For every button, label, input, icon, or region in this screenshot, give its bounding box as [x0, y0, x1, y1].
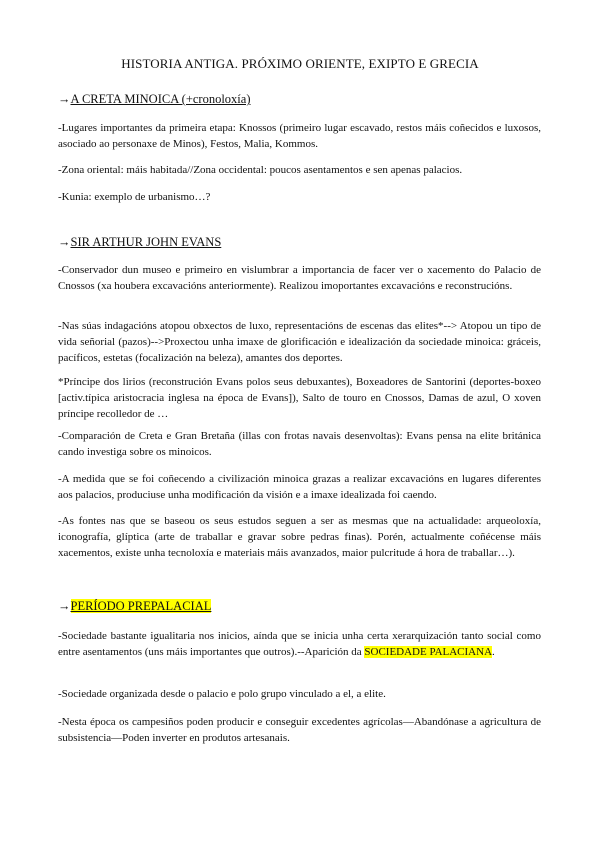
arrow-icon: → — [58, 92, 71, 106]
paragraph-text: -Sociedade bastante igualitaria nos inicios, aínda que se inicia unha certa xerarquización tanto social como entre asentamentos (uns máis importantes que outros).--Aparición da — [58, 630, 541, 658]
section-heading-text: SIR ARTHUR JOHN EVANS — [70, 235, 222, 249]
arrow-icon: → — [58, 235, 71, 249]
section-heading-prepalacial — [58, 599, 211, 614]
section-heading-text: PERÍODO PREPALACIAL — [70, 599, 212, 613]
paragraph: -Sociedade organizada desde o palacio e polo grupo vinculado a el, a elite. — [58, 688, 386, 700]
paragraph: *Príncipe dos lirios (reconstrución Evans polos seus debuxantes), Boxeadores de Santorini (deportes-boxeo [activ.típica aristocracia inglesa na época de Evans]), Salto de touro en Cnossos, Damas de azul, O xoven príncipe recolledor de … — [58, 376, 541, 420]
paragraph: -Zona oriental: máis habitada//Zona occidental: poucos asentamentos e sen apenas palacios. — [58, 164, 463, 176]
highlighted-term: SOCIEDADE PALACIANA — [364, 646, 493, 658]
paragraph: -Comparación de Creta e Gran Bretaña (illas con frotas navais desenvoltas): Evans pensa na elite británica cando investiga sobre os minoicos. — [58, 430, 541, 458]
arrow-icon: → — [58, 599, 71, 613]
paragraph: -As fontes nas que se baseou os seus estudos seguen a ser as mesmas que na actualidade: arqueoloxía, iconografía, glíptica (arte de traballar e gravar sobre pedras finas). Porén, actualmente coñécense máis xacementos, existe unha tecnoloxía e materiais máis avanzados, maior pulcritude á hora de traballar…). — [58, 515, 541, 559]
section-heading-text: A CRETA MINOICA (+cronoloxía) — [70, 92, 251, 106]
paragraph-text: . — [492, 646, 495, 658]
paragraph: -Nas súas indagacións atopou obxectos de luxo, representacións de escenas das elites*--> Atopou un tipo de vida señorial (pazos)-->Proxectou unha imaxe de glorificación e idealización da sociedade minoica: gráceis, pacíficos, estetas (focalización na beleza), amantes dos deportes. — [58, 320, 541, 364]
paragraph: -Kunia: exemplo de urbanismo…? — [58, 191, 211, 203]
section-heading-evans — [58, 235, 221, 250]
paragraph: -Conservador dun museo e primeiro en vislumbrar a importancia de facer ver o xacemento do Palacio de Cnossos (xa houbera excavacións anteriormente). Realizou imoportantes excavacións e reconstrucións. — [58, 264, 541, 292]
document-title: HISTORIA ANTIGA. PRÓXIMO ORIENTE, EXIPTO E GRECIA — [121, 56, 479, 71]
section-heading-creta — [58, 92, 251, 107]
paragraph: -Lugares importantes da primeira etapa: Knossos (primeiro lugar escavado, restos máis coñecidos e luxosos, asociado ao personaxe de Minos), Festos, Malia, Kommos. — [58, 122, 541, 150]
paragraph — [58, 628, 541, 660]
paragraph: -Nesta época os campesiños poden producir e conseguir excedentes agrícolas—Abandónase a agricultura de subsistencia—Poden inverter en produtos artesanais. — [58, 716, 541, 744]
paragraph: -A medida que se foi coñecendo a civilización minoica grazas a realizar excavacións en lugares diferentes aos palacios, produciuse unha modificación da visión e a imaxe idealizada foi caendo. — [58, 473, 541, 501]
